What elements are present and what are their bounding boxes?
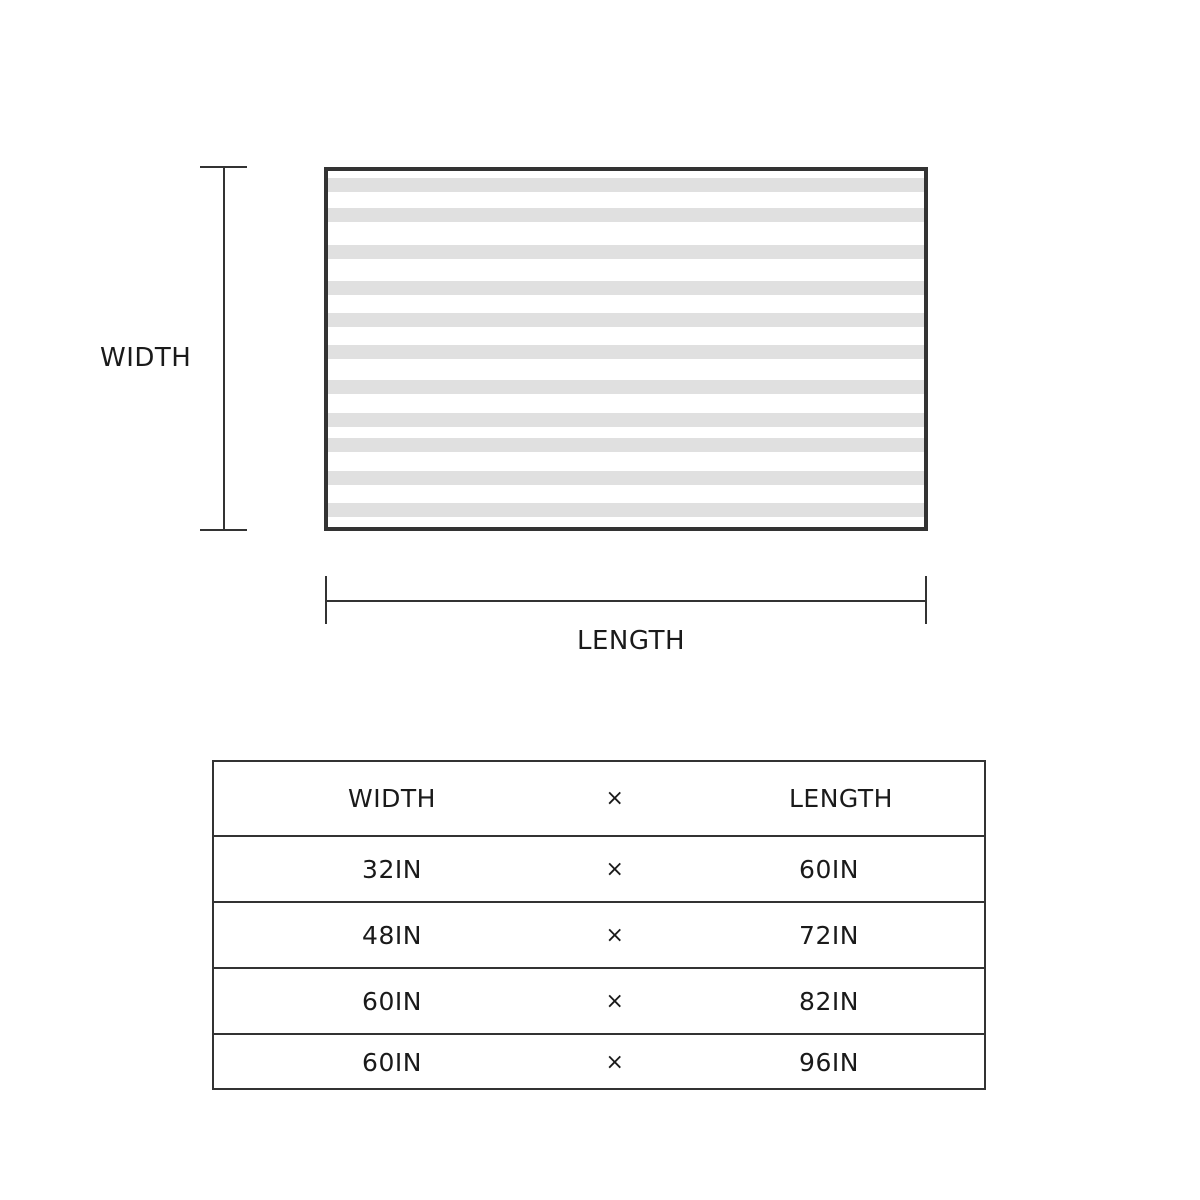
row-width: 60IN <box>362 986 422 1016</box>
times-icon: × <box>605 988 625 1014</box>
row-length: 72IN <box>799 920 859 950</box>
rug-stripe <box>328 438 924 452</box>
rug-stripe <box>328 471 924 485</box>
rug-stripes <box>328 178 924 517</box>
table-row <box>214 1033 984 1090</box>
row-width: 60IN <box>362 1048 422 1077</box>
row-width: 32IN <box>362 854 422 884</box>
header-length: LENGTH <box>789 784 893 813</box>
row-width: 48IN <box>362 920 422 950</box>
row-length: 96IN <box>799 1048 859 1077</box>
rug-stripe <box>328 313 924 327</box>
rug-stripe <box>328 178 924 192</box>
row-length: 82IN <box>799 986 859 1016</box>
rug-stripe <box>328 503 924 517</box>
times-icon: × <box>605 1050 625 1075</box>
rug-stripe <box>328 245 924 259</box>
length-label: LENGTH <box>577 626 686 656</box>
rug-stripe <box>328 380 924 394</box>
width-dimension-line <box>200 167 247 530</box>
rug-stripe <box>328 281 924 295</box>
size-table <box>212 760 986 1090</box>
row-length: 60IN <box>799 854 859 884</box>
times-icon: × <box>605 922 625 948</box>
rug-stripe <box>328 208 924 222</box>
header-times-icon: × <box>605 786 625 811</box>
table-row <box>214 967 984 1033</box>
table-row <box>214 835 984 901</box>
rug-stripe <box>328 413 924 427</box>
table-row <box>214 901 984 967</box>
rug-stripe <box>328 345 924 359</box>
header-width: WIDTH <box>348 784 436 813</box>
width-label: WIDTH <box>100 343 192 373</box>
times-icon: × <box>605 856 625 882</box>
length-dimension-line <box>326 576 926 624</box>
table-header-row <box>214 762 984 835</box>
